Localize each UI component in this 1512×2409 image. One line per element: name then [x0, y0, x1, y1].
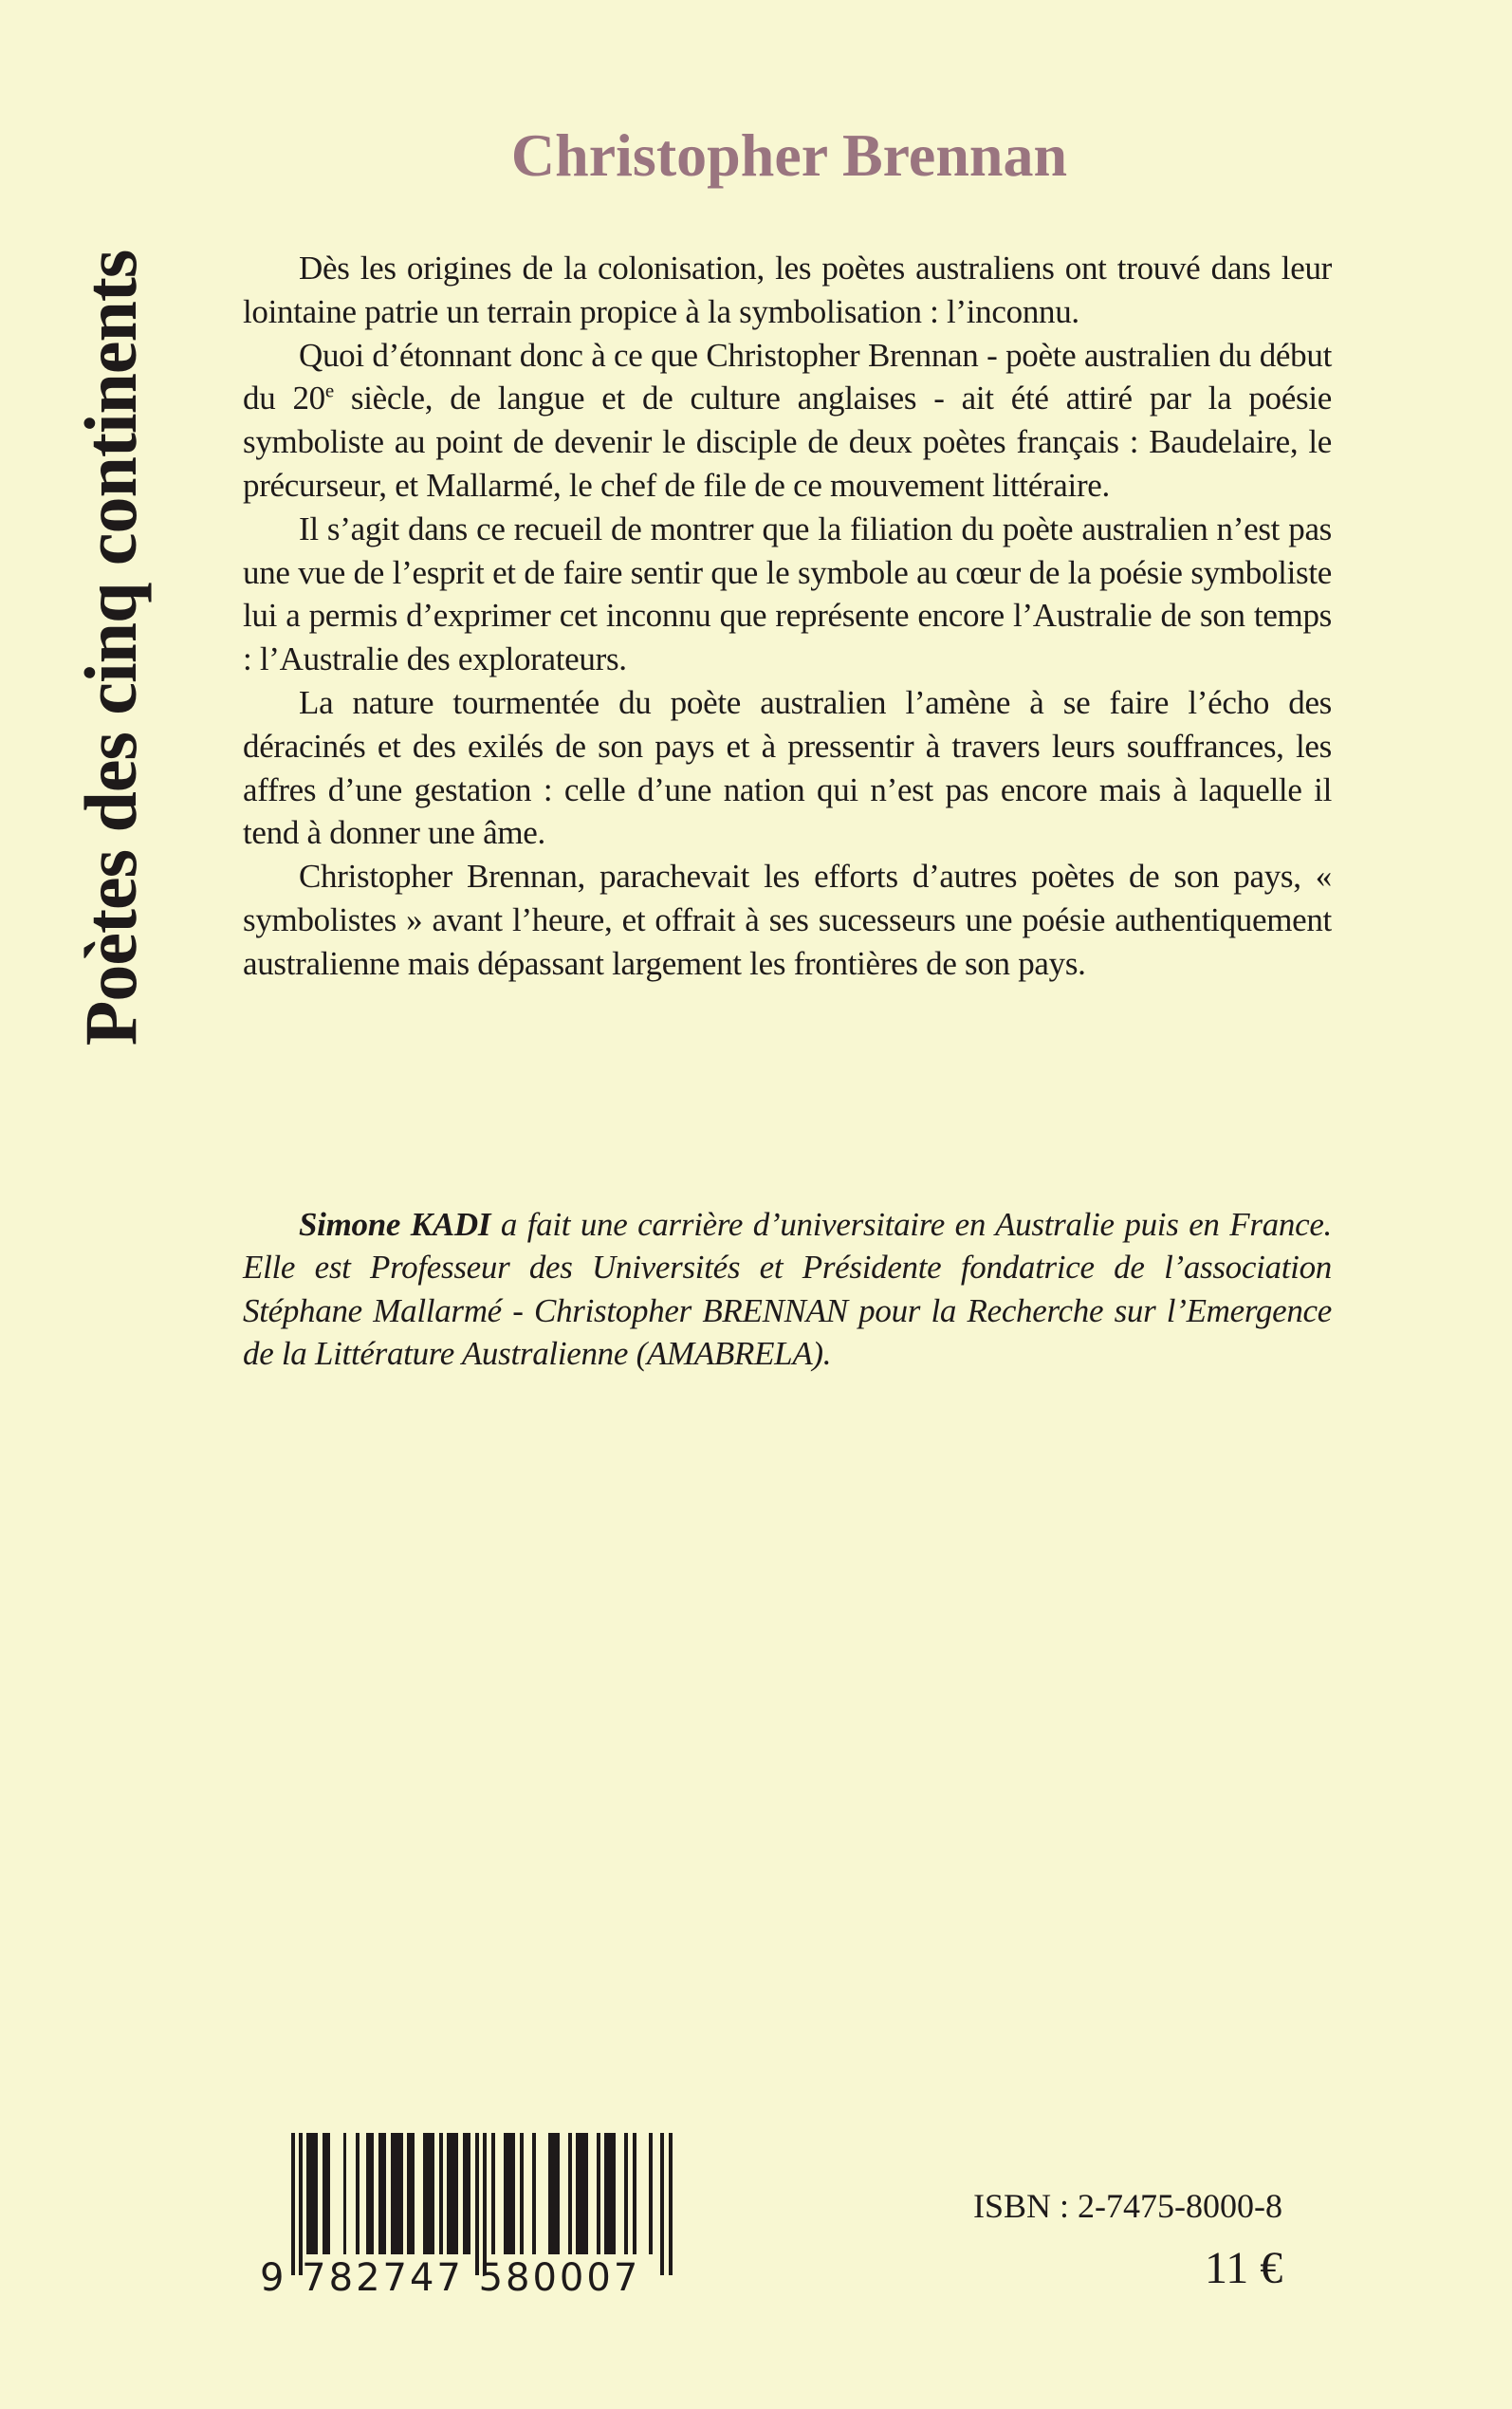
author-bio: [243, 1203, 1332, 1375]
blurb-paragraph-2: [243, 334, 1332, 508]
author-name: Simone KADI: [299, 1206, 491, 1243]
ordinal-superscript: e: [324, 379, 334, 402]
series-title-text: Poètes des cinq continents: [69, 250, 153, 1046]
blurb-paragraph-4: La nature tourmentée du poète australien l’amène à se faire l’écho des déracinés et des exilés de son pays et à pressentir à travers leurs souffrances, les affres d’une gestation : celle d’une nation qui n’est pas encore mais à laquelle il tend à donner une âme.: [243, 683, 1332, 852]
author-bio-paragraph: [243, 1203, 1332, 1375]
blurb-paragraph-2-start: Quoi d’étonnant donc à ce que Christopher Brennan - poète australien du début du 20: [243, 336, 1332, 417]
blurb-paragraph-1: Dès les origines de la colonisation, les poètes australiens ont trouvé dans leur lointaine patrie un terrain propice à la symbolisation : l’inconnu.: [243, 250, 1332, 330]
blurb-paragraph-5: Christopher Brennan, parachevait les efforts d’autres poètes de son pays, « symbolistes » avant l’heure, et offrait à ses sucesseurs une poésie authentiquement australienne mais dépassant largement les frontières de son pays.: [243, 858, 1332, 982]
series-title-vertical: [69, 204, 153, 1091]
blurb-paragraph-3: Il s’agit dans ce recueil de montrer que la filiation du poète australien n’est pas une vue de l’esprit et de faire sentir que le symbole au cœur de la poésie symboliste lui a permis d’exprimer cet inconnu que représente encore l’Australie de son temps : l’Australie des explorateurs.: [243, 510, 1332, 678]
blurb: [243, 247, 1332, 986]
isbn: ISBN : 2-7475-8000-8: [973, 2187, 1282, 2225]
author-bio-text: a fait une carrière d’universitaire en Australie puis en France. Elle est Professeur des Universités et Présidente fondatrice de l’association Stéphane Mallarmé - Christopher BRENNAN pour la Recherche sur l’Emergence de la Littérature Australienne (AMABRELA).: [243, 1206, 1333, 1372]
blurb-paragraph-2-end: siècle, de langue et de culture anglaises - ait été attiré par la poésie symboliste au point de devenir le disciple de deux poètes français : Baudelaire, le précurseur, et Mallarmé, le chef de file de ce mouvement littéraire.: [243, 380, 1332, 504]
price: 11 €: [1205, 2243, 1283, 2293]
barcode-number: 9 782747 580007: [260, 2256, 641, 2300]
book-title: Christopher Brennan: [510, 121, 1068, 189]
